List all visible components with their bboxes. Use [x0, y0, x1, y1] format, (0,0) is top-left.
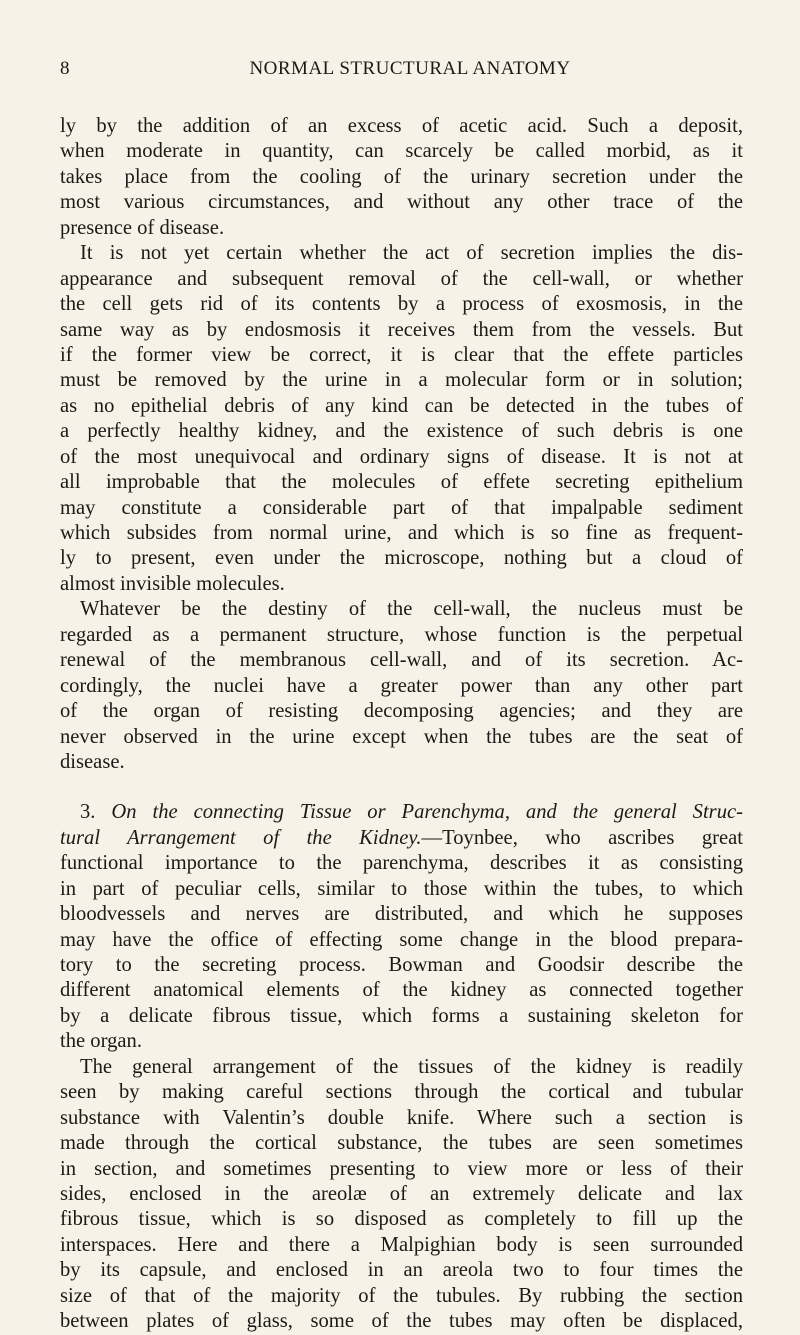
text-line: size of that of the majority of the tubules. By rubbing the section	[60, 1284, 743, 1307]
running-head	[60, 58, 740, 88]
running-title: NORMAL STRUCTURAL ANATOMY	[249, 58, 571, 79]
text-line: different anatomical elements of the kidney as connected together	[60, 979, 743, 1002]
text-line: of the organ of resisting decomposing agencies; and they are	[60, 700, 743, 723]
text-line: never observed in the urine except when the tubes are the seat of	[60, 725, 743, 748]
text-line: in part of peculiar cells, similar to those within the tubes, to which	[60, 877, 743, 900]
paragraph-gap	[60, 775, 743, 800]
section-heading-line	[60, 800, 743, 825]
em-dash: —	[421, 826, 443, 849]
text-line: if the former view be correct, it is clear that the effete particles	[60, 343, 743, 366]
text-line: regarded as a permanent structure, whose function is the perpetual	[60, 623, 743, 646]
section-heading-line	[60, 826, 743, 851]
text-line: when moderate in quantity, can scarcely be called morbid, as it	[60, 140, 743, 163]
text-line: may constitute a considerable part of that impalpable sediment	[60, 496, 743, 519]
text-line: appearance and subsequent removal of the cell-wall, or whether	[60, 267, 743, 290]
text-line: sides, enclosed in the areolæ of an extremely delicate and lax	[60, 1182, 743, 1205]
text-line: ly to present, even under the microscope, nothing but a cloud of	[60, 547, 743, 570]
text-line: may have the office of effecting some change in the blood prepara-	[60, 928, 743, 951]
text-line: between plates of glass, some of the tubes may often be displaced,	[60, 1310, 743, 1333]
text-line: fibrous tissue, which is so disposed as completely to fill up the	[60, 1208, 743, 1231]
text-line: interspaces. Here and there a Malpighian body is seen surrounded	[60, 1233, 743, 1256]
text-line: bloodvessels and nerves are distributed, and which he supposes	[60, 903, 743, 926]
text-line: as no epithelial debris of any kind can be detected in the tubes of	[60, 394, 743, 417]
text-line: The general arrangement of the tissues of the kidney is readily	[80, 1055, 743, 1078]
text-line: ly by the addition of an excess of acetic acid. Such a deposit,	[60, 115, 743, 137]
text-line: same way as by endosmosis it receives them from the vessels. But	[60, 318, 743, 341]
text-line: takes place from the cooling of the urinary secretion under the	[60, 165, 743, 188]
text-line: in section, and sometimes presenting to view more or less of their	[60, 1157, 743, 1180]
text-line: by a delicate fibrous tissue, which forms a sustaining skeleton for	[60, 1004, 743, 1027]
text-line: functional importance to the parenchyma, describes it as consisting	[60, 852, 743, 875]
text-line: cordingly, the nuclei have a greater power than any other part	[60, 674, 743, 697]
text-line: It is not yet certain whether the act of secretion implies the dis-	[80, 242, 743, 265]
section-number: 3.	[80, 801, 96, 824]
text-line: substance with Valentin’s double knife. Where such a section is	[60, 1106, 743, 1129]
text-line: renewal of the membranous cell-wall, and of its secretion. Ac-	[60, 649, 743, 672]
section-title-continued: tural Arrangement of the Kidney.	[60, 826, 422, 849]
page-number: 8	[60, 58, 70, 79]
text-line: Whatever be the destiny of the cell-wall, the nucleus must be	[80, 598, 743, 621]
text-line: the organ.	[60, 1030, 142, 1053]
text-line: most various circumstances, and without any other trace of the	[60, 191, 743, 214]
text-line: which subsides from normal urine, and which is so fine as frequent-	[60, 522, 743, 544]
text-line: all improbable that the molecules of effete secreting epithelium	[60, 471, 743, 494]
text-line: seen by making careful sections through the cortical and tubular	[60, 1081, 743, 1104]
text-line: tory to the secreting process. Bowman and Goodsir describe the	[60, 954, 743, 976]
body-text	[60, 114, 743, 1335]
text-line: made through the cortical substance, the tubes are seen sometimes	[60, 1132, 743, 1155]
text-line: almost invisible molecules.	[60, 572, 285, 595]
text-line: a perfectly healthy kidney, and the existence of such debris is one	[60, 420, 743, 443]
text-line: the cell gets rid of its contents by a process of exosmosis, in the	[60, 293, 743, 316]
text-line: must be removed by the urine in a molecular form or in solution;	[60, 369, 743, 392]
text-line: presence of disease.	[60, 216, 225, 239]
section-title: On the connecting Tissue or Parenchyma, and the general Struc-	[111, 801, 743, 824]
text-line: of the most unequivocal and ordinary signs of disease. It is not at	[60, 445, 743, 468]
text-line: by its capsule, and enclosed in an areola two to four times the	[60, 1259, 743, 1282]
text-line: disease.	[60, 750, 125, 773]
text-run: Toynbee, who ascribes great	[442, 826, 743, 849]
